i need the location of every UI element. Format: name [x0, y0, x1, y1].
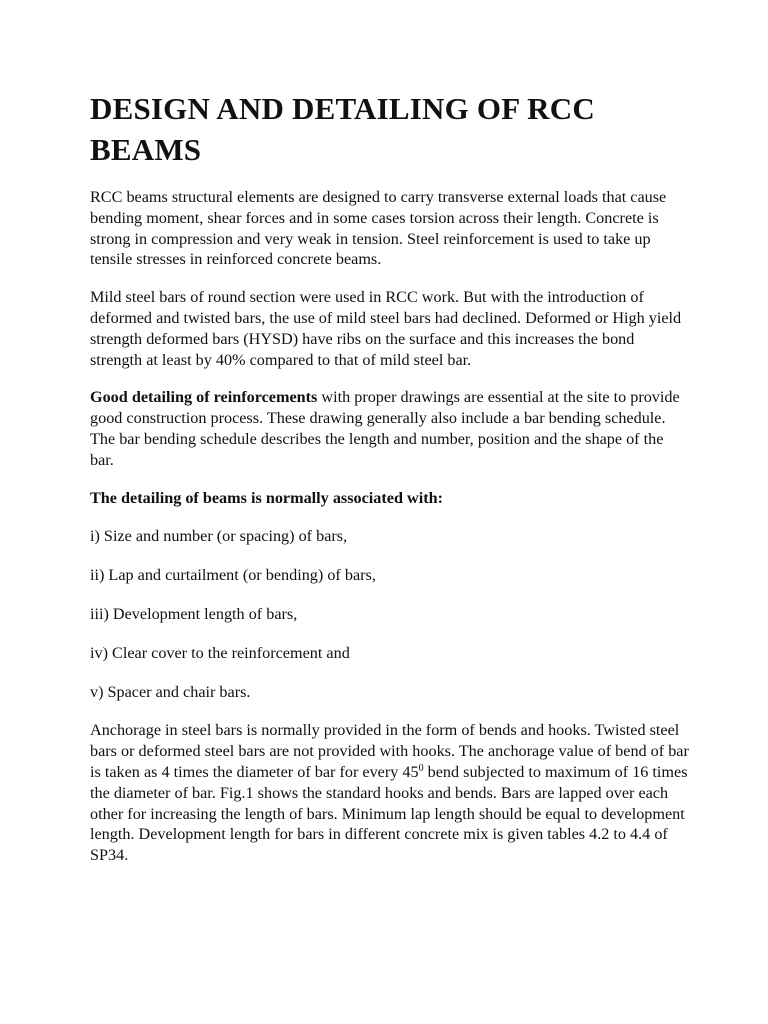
list-item: v) Spacer and chair bars.	[90, 682, 251, 701]
paragraph-good-detailing	[90, 387, 690, 470]
list-item: iv) Clear cover to the reinforcement and	[90, 643, 350, 662]
paragraph-intro: RCC beams structural elements are designed to carry transverse external loads that cause bending moment, shear forces and in some cases torsion across their length. Concrete is strong in compression and very weak in tension. Steel reinforcement is used to take up tensile stresses in reinforced concrete beams.	[90, 188, 667, 269]
document-title: DESIGN AND DETAILING OF RCC BEAMS	[90, 91, 595, 167]
list-item: ii) Lap and curtailment (or bending) of bars,	[90, 566, 376, 585]
list-heading: The detailing of beams is normally associated with:	[90, 488, 443, 507]
degree-superscript: 0	[418, 762, 424, 774]
paragraph-good-detailing-text: with proper drawings are essential at the site to provide good construction process. These drawing generally also include a bar bending schedule. The bar bending schedule describes the length and number, position and the shape of the bar.	[90, 388, 680, 469]
paragraph-good-detailing-bold: Good detailing of reinforcements	[90, 388, 318, 407]
paragraph-anchorage-text-b: bend subjected to maximum of 16 times the diameter of bar. Fig.1 shows the standard hooks and bends. Bars are lapped over each other for increasing the length of bars. Minimum lap length should be equal to development length. Development length for bars in different concrete mix is given tables 4.2 to 4.4 of SP34.	[90, 762, 688, 865]
paragraph-anchorage-text-a: Anchorage in steel bars is normally provided in the form of bends and hooks. Twisted steel bars or deformed steel bars are not provided with hooks. The anchorage value of bend of bar is taken as 4 times the diameter of bar for every 45	[90, 721, 689, 781]
paragraph-mild-steel: Mild steel bars of round section were used in RCC work. But with the introduction of deformed and twisted bars, the use of mild steel bars had declined. Deformed or High yield strength deformed bars (HYSD) have ribs on the surface and this increases the bond strength at least by 40% compared to that of mild steel bar.	[90, 288, 682, 369]
document-page	[90, 88, 690, 883]
list-item: i) Size and number (or spacing) of bars,	[90, 527, 348, 546]
list-item: iii) Development length of bars,	[90, 604, 298, 623]
paragraph-anchorage	[90, 720, 690, 866]
